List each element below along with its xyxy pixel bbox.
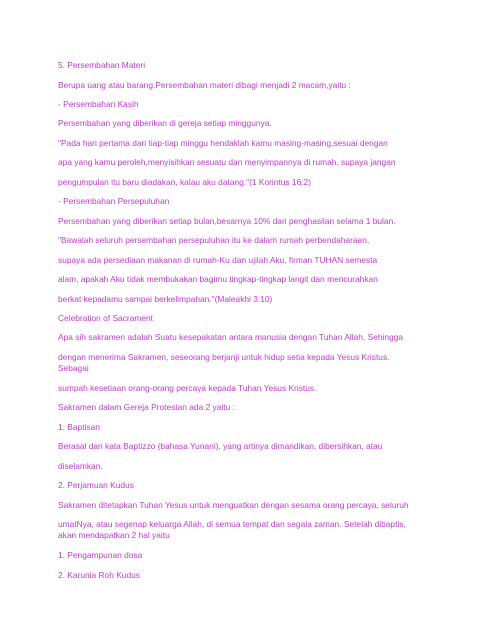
- quote-line: supaya ada persediaan makanan di rumah-Ku dan ujilah Aku, firman TUHAN semesta: [58, 255, 378, 265]
- subheading-perjamuan-kudus: 2. Perjamuan Kudus: [58, 480, 134, 490]
- heading-celebration-of-sacrament: Celebration of Sacrament: [58, 313, 153, 323]
- text-line: sumpah kesetiaan orang-orang percaya kepada Tuhan Yesus Kristus.: [58, 383, 317, 393]
- text-line: diselamkan.: [58, 461, 103, 471]
- list-item: 2. Karunia Roh Kudus: [58, 570, 140, 580]
- quote-line: alam, apakah Aku tidak membukakan bagimu tingkap-tingkap langit dan mencurahkan: [58, 274, 378, 284]
- text-line: dengan menerima Sakramen, seseorang berjanji untuk hidup setia kepada Yesus Kristus.: [58, 352, 390, 362]
- quote-line: berkat kepadamu sampai berkelimpahan."(Maleakhi 3:10): [58, 294, 273, 304]
- quote-line: pengumpulan itu baru diadakan, kalau aku datang."(1 Korintus 16:2): [58, 177, 312, 187]
- quote-line: apa yang kamu peroleh,menyisihkan sesuatu dan menyimpannya di rumah, supaya jangan: [58, 157, 396, 167]
- text-line: Berasal dari kata Baptizzo (bahasa Yunani), yang artinya dimandikan, dibersihkan, atau: [58, 441, 383, 451]
- list-item: 1. Pengampunan dosa: [58, 550, 143, 560]
- quote-line: "Pada hari pertama dari tiap-tiap minggu hendaklah kamu masing-masing,sesuai dengan: [58, 138, 388, 148]
- text-line: Sakramen ditetapkan Tuhan Yesus untuk menguatkan dengan sesama orang percaya, seluruh: [58, 500, 409, 510]
- heading-persembahan-materi: 5. Persembahan Materi: [58, 60, 146, 70]
- text-line: Persembahan yang diberikan di gereja setiap minggunya.: [58, 118, 272, 128]
- text-line: Persembahan yang diberikan setiap bulan,besarnya 10% dari penghasilan selama 1 bulan.: [58, 216, 396, 226]
- subheading-persembahan-kasih: - Persembahan Kasih: [58, 99, 139, 109]
- text-line: akan mendapatkan 2 hal yaitu: [58, 530, 170, 540]
- text-line: Berupa uang atau barang.Persembahan materi dibagi menjadi 2 macam,yaitu :: [58, 80, 351, 90]
- text-line: Sebagai: [58, 363, 89, 373]
- text-line: Sakramen dalam Gereja Protestan ada 2 yaitu :: [58, 402, 235, 412]
- quote-line: "Bawalah seluruh persembahan persepuluhan itu ke dalam rumah perbendaharaan,: [58, 235, 370, 245]
- text-line: umatNya, atau segenap keluarga Allah, di semua tempat dan segala zaman. Setelah dibaptis,: [58, 519, 406, 529]
- subheading-baptisan: 1. Baptisan: [58, 422, 100, 432]
- text-line: Apa sih sakramen adalah Suatu kesepakatan antara manusia dengan Tuhan Allah. Sehingga: [58, 332, 404, 342]
- subheading-persembahan-persepuluhan: - Persembahan Persepuluhan: [58, 196, 170, 206]
